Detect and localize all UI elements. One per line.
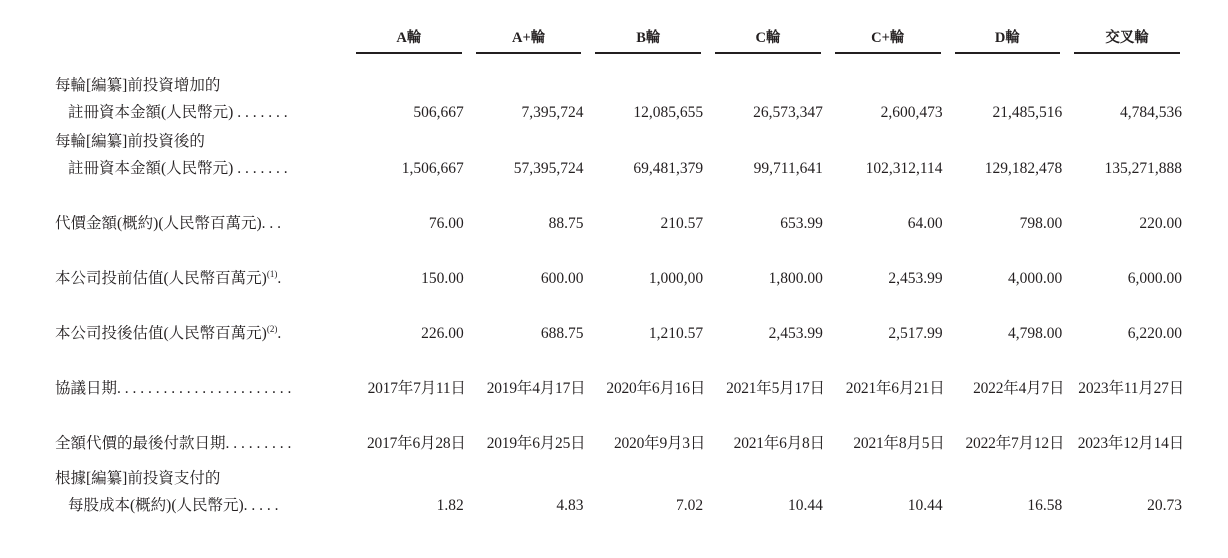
header-round-a-plus: A+輪 [468,26,588,60]
cell-round-d: 4,798.00 [1008,325,1063,342]
cell-round-c-plus: 10.44 [907,497,943,514]
cell-round-c-plus: 2021年8月5日 [853,435,945,452]
cell-round-cross: 6,220.00 [1127,325,1182,342]
row-label: 協議日期. . . . . . . . . . . . . . . . . . . . . . . [55,380,292,397]
cell-round-cross: 4,784,536 [1120,104,1182,121]
cell-round-b: 2020年9月3日 [613,435,706,452]
cell-round-b: 210.57 [660,215,704,232]
footnote-marker: (2) [266,324,278,334]
cell-round-c: 1,800.00 [768,270,823,287]
cell-round-a-plus: 57,395,724 [513,160,584,177]
cell-round-cross: 2023年12月14日 [1077,435,1184,452]
row-label [0,237,348,292]
cell-round-d: 16.58 [1027,497,1063,514]
cell-round-c-plus: 64.00 [907,215,943,232]
cell-round-a-plus: 88.75 [548,215,584,232]
header-round-d: D輪 [947,26,1067,60]
cell-round-d: 2022年7月12日 [965,435,1065,452]
cell-round-a: 2017年6月28日 [366,435,466,452]
cell-round-c-plus: 2,517.99 [888,325,943,342]
cell-round-d: 129,182,478 [984,160,1063,177]
cell-round-b: 69,481,379 [633,160,704,177]
row-label-line1: 根據[編纂]前投資支付的 [55,470,221,487]
cell-round-b: 7.02 [676,497,704,514]
cell-round-c: 99,711,641 [753,160,823,177]
row-label [0,126,348,182]
cell-round-a: 150.00 [421,270,464,287]
cell-round-a: 226.00 [421,325,464,342]
footnote-marker: (1) [266,269,278,279]
cell-round-d: 21,485,516 [992,104,1063,121]
cell-round-c: 26,573,347 [753,104,823,121]
cell-round-b: 1,210.57 [648,325,704,342]
header-round-b: B輪 [587,26,707,60]
header-row [0,26,1186,60]
header-round-cross: 交叉輪 [1066,26,1186,60]
cell-round-c: 2021年6月8日 [733,435,825,452]
cell-round-a: 1.82 [436,497,464,514]
cell-round-a: 2017年7月11日 [367,380,466,397]
row-label-line1: 每輪[編纂]前投資增加的 [55,77,221,94]
header-round-a: A輪 [348,26,468,60]
row-label-line1: 每輪[編纂]前投資後的 [55,133,205,150]
row-label-tail: . [277,325,282,342]
cell-round-b: 2020年6月16日 [606,380,706,397]
cell-round-a: 1,506,667 [401,160,464,177]
cell-round-d: 2022年4月7日 [973,380,1065,397]
row-label [0,292,348,347]
row-registered-capital-increase [0,60,1186,126]
row-agreement-date [0,347,1186,402]
row-label-line2: 每股成本(概約)(人民幣元). . . . . [68,497,279,514]
row-post-money-valuation [0,292,1186,347]
cell-round-cross: 2023年11月27日 [1078,380,1184,397]
row-label: 代價金額(概約)(人民幣百萬元). . . [55,215,282,232]
cell-round-a-plus: 4.83 [556,497,584,514]
cell-round-c-plus: 102,312,114 [865,160,943,177]
row-label [0,463,348,519]
cell-round-a-plus: 688.75 [540,325,584,342]
row-label-tail: . [277,270,282,287]
row-pre-money-valuation [0,237,1186,292]
cell-round-b: 1,000,00 [648,270,704,287]
cell-round-a-plus: 7,395,724 [521,104,584,121]
cell-round-a-plus: 2019年6月25日 [486,435,586,452]
row-cost-per-share [0,463,1186,519]
row-label-line2: 註冊資本金額(人民幣元) . . . . . . . [68,104,288,121]
cell-round-c-plus: 2,453.99 [888,270,943,287]
row-final-payment-date [0,402,1186,457]
cell-round-b: 12,085,655 [633,104,704,121]
header-round-c: C輪 [707,26,827,60]
cell-round-c: 2021年5月17日 [726,380,825,397]
cell-round-cross: 6,000.00 [1127,270,1182,287]
cell-round-c-plus: 2021年6月21日 [845,380,945,397]
row-label [0,60,348,126]
header-blank [0,26,348,60]
cell-round-c: 2,453.99 [768,325,823,342]
cell-round-cross: 135,271,888 [1104,160,1182,177]
cell-round-a-plus: 600.00 [540,270,584,287]
row-label-line2: 註冊資本金額(人民幣元) . . . . . . . [68,160,288,177]
cell-round-c: 10.44 [787,497,823,514]
cell-round-c-plus: 2,600,473 [880,104,943,121]
row-label-text: 本公司投後估值(人民幣百萬元) [55,325,267,342]
pre-ipo-investment-table [0,26,1186,519]
row-label-text: 本公司投前估值(人民幣百萬元) [55,270,267,287]
cell-round-cross: 220.00 [1139,215,1182,232]
cell-round-a: 76.00 [428,215,464,232]
row-consideration-amount [0,182,1186,237]
cell-round-d: 4,000.00 [1008,270,1063,287]
cell-round-cross: 20.73 [1147,497,1182,514]
cell-round-a-plus: 2019年4月17日 [486,380,586,397]
row-registered-capital-after [0,126,1186,182]
row-label: 全額代價的最後付款日期. . . . . . . . . [55,435,292,452]
header-round-c-plus: C+輪 [827,26,947,60]
cell-round-d: 798.00 [1019,215,1063,232]
cell-round-a: 506,667 [413,104,464,121]
cell-round-c: 653.99 [780,215,823,232]
